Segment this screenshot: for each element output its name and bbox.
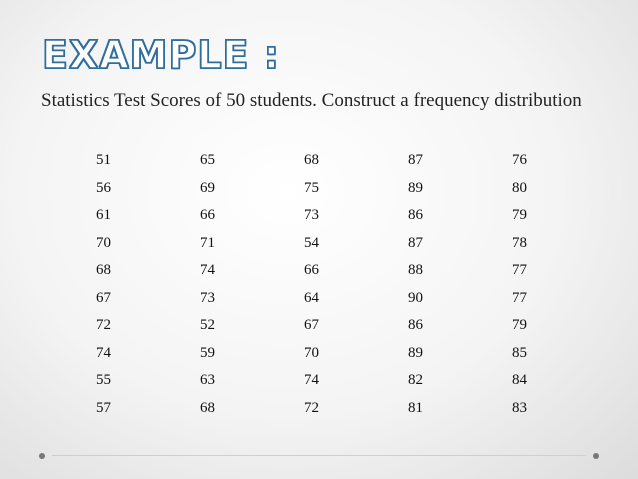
score-cell: 74 bbox=[200, 262, 215, 279]
right-dot bbox=[593, 453, 599, 459]
score-cell: 68 bbox=[304, 152, 319, 169]
score-cell: 77 bbox=[512, 289, 527, 306]
score-cell: 70 bbox=[96, 234, 111, 251]
score-cell: 73 bbox=[200, 289, 215, 306]
score-cell: 66 bbox=[304, 262, 319, 279]
table-row bbox=[96, 175, 616, 203]
table-row bbox=[96, 340, 616, 368]
score-cell: 77 bbox=[512, 262, 527, 279]
score-cell: 71 bbox=[200, 234, 215, 251]
table-row bbox=[96, 202, 616, 230]
score-cell: 86 bbox=[408, 207, 423, 224]
score-cell: 67 bbox=[96, 289, 111, 306]
score-cell: 89 bbox=[408, 179, 423, 196]
score-cell: 90 bbox=[408, 289, 423, 306]
score-cell: 75 bbox=[304, 179, 319, 196]
score-cell: 74 bbox=[96, 344, 111, 361]
score-cell: 68 bbox=[96, 262, 111, 279]
score-cell: 65 bbox=[200, 152, 215, 169]
score-cell: 84 bbox=[512, 372, 527, 389]
score-cell: 70 bbox=[304, 344, 319, 361]
table-row bbox=[96, 230, 616, 258]
score-cell: 68 bbox=[200, 399, 215, 416]
score-cell: 56 bbox=[96, 179, 111, 196]
score-cell: 69 bbox=[200, 179, 215, 196]
table-row bbox=[96, 257, 616, 285]
score-cell: 76 bbox=[512, 152, 527, 169]
score-cell: 85 bbox=[512, 344, 527, 361]
score-cell: 89 bbox=[408, 344, 423, 361]
score-cell: 72 bbox=[96, 317, 111, 334]
score-cell: 66 bbox=[200, 207, 215, 224]
score-cell: 67 bbox=[304, 317, 319, 334]
score-cell: 72 bbox=[304, 399, 319, 416]
score-cell: 78 bbox=[512, 234, 527, 251]
score-cell: 87 bbox=[408, 234, 423, 251]
score-cell: 61 bbox=[96, 207, 111, 224]
score-cell: 86 bbox=[408, 317, 423, 334]
score-cell: 88 bbox=[408, 262, 423, 279]
score-cell: 64 bbox=[304, 289, 319, 306]
score-cell: 73 bbox=[304, 207, 319, 224]
score-cell: 83 bbox=[512, 399, 527, 416]
score-cell: 87 bbox=[408, 152, 423, 169]
score-cell: 55 bbox=[96, 372, 111, 389]
slide-title: EXAMPLE : bbox=[42, 33, 280, 77]
scores-table bbox=[96, 147, 616, 422]
score-cell: 79 bbox=[512, 317, 527, 334]
score-cell: 63 bbox=[200, 372, 215, 389]
score-cell: 82 bbox=[408, 372, 423, 389]
score-cell: 59 bbox=[200, 344, 215, 361]
score-cell: 54 bbox=[304, 234, 319, 251]
table-row bbox=[96, 147, 616, 175]
score-cell: 80 bbox=[512, 179, 527, 196]
table-row bbox=[96, 312, 616, 340]
intro-text: Statistics Test Scores of 50 students. Construct a frequency distribution bbox=[41, 90, 582, 111]
score-cell: 52 bbox=[200, 317, 215, 334]
table-row bbox=[96, 395, 616, 423]
table-row bbox=[96, 367, 616, 395]
score-cell: 79 bbox=[512, 207, 527, 224]
score-cell: 57 bbox=[96, 399, 111, 416]
score-cell: 81 bbox=[408, 399, 423, 416]
score-cell: 74 bbox=[304, 372, 319, 389]
footer-rule bbox=[52, 455, 586, 456]
table-row bbox=[96, 285, 616, 313]
left-dot bbox=[39, 453, 45, 459]
score-cell: 51 bbox=[96, 152, 111, 169]
